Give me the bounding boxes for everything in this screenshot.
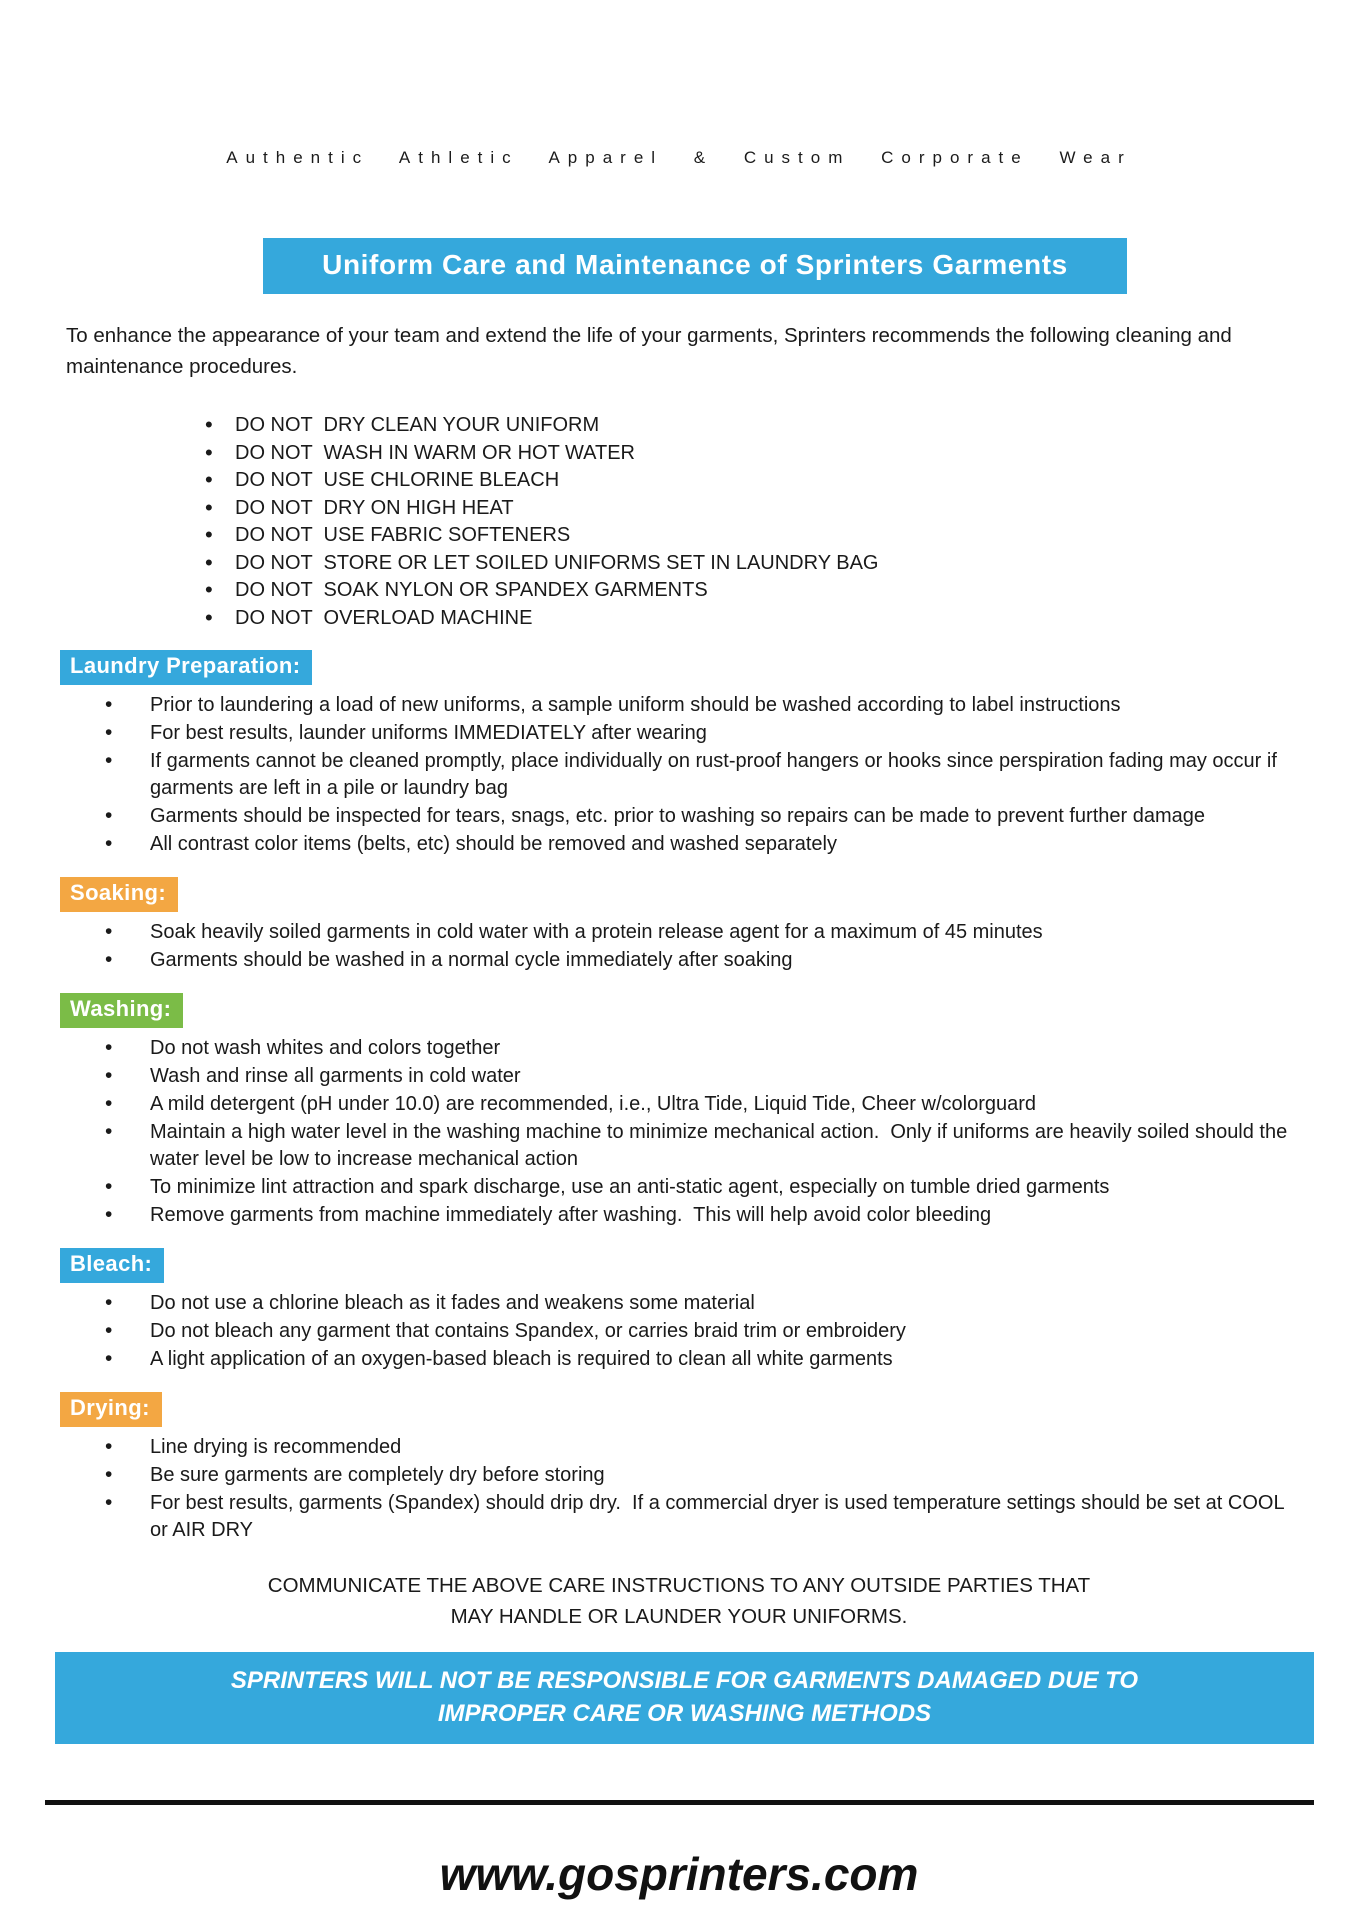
list-item: • DO NOT OVERLOAD MACHINE: [205, 605, 1318, 633]
communicate-line-2: MAY HANDLE OR LAUNDER YOUR UNIFORMS.: [450, 1605, 908, 1628]
list-item: • Line drying is recommended: [100, 1434, 1303, 1461]
laundry-preparation-list: [100, 692, 1303, 858]
section-washing: [0, 975, 1358, 1229]
disclaimer-line-1: SPRINTERS WILL NOT BE RESPONSIBLE FOR GARMENTS DAMAGED DUE TO: [230, 1667, 1139, 1694]
list-item: • Wash and rinse all garments in cold water: [100, 1063, 1303, 1090]
list-item: • All contrast color items (belts, etc) should be removed and washed separately: [100, 831, 1303, 858]
list-item: • For best results, launder uniforms IMMEDIATELY after wearing: [100, 720, 1303, 747]
page-title: Uniform Care and Maintenance of Sprinters Garments: [263, 238, 1127, 294]
website-url: www.gosprinters.com: [439, 1848, 919, 1900]
list-item: • Garments should be washed in a normal cycle immediately after soaking: [100, 947, 1303, 974]
communicate-line-1: COMMUNICATE THE ABOVE CARE INSTRUCTIONS TO ANY OUTSIDE PARTIES THAT: [267, 1574, 1091, 1597]
list-item: • Do not bleach any garment that contains Spandex, or carries braid trim or embroidery: [100, 1318, 1303, 1345]
section-heading-laundry-preparation: Laundry Preparation:: [60, 650, 312, 685]
section-heading-washing: Washing:: [60, 993, 183, 1028]
section-heading-soaking: Soaking:: [60, 877, 178, 912]
list-item: • Soak heavily soiled garments in cold water with a protein release agent for a maximum of 45 minutes: [100, 919, 1303, 946]
list-item: • If garments cannot be cleaned promptly, place individually on rust-proof hangers or hooks since perspiration fading may occur if garments are left in a pile or laundry bag: [100, 748, 1303, 802]
company-tagline: Authentic Athletic Apparel & Custom Corporate Wear: [226, 148, 1132, 167]
section-heading-bleach: Bleach:: [60, 1248, 164, 1283]
disclaimer-line-2: IMPROPER CARE OR WASHING METHODS: [437, 1700, 932, 1727]
list-item: • DO NOT DRY ON HIGH HEAT: [205, 495, 1318, 523]
list-item: • Prior to laundering a load of new uniforms, a sample uniform should be washed according to label instructions: [100, 692, 1303, 719]
washing-list: [100, 1035, 1303, 1229]
list-item: • DO NOT SOAK NYLON OR SPANDEX GARMENTS: [205, 577, 1318, 605]
list-item: • Do not use a chlorine bleach as it fades and weakens some material: [100, 1290, 1303, 1317]
list-item: • Garments should be inspected for tears, snags, etc. prior to washing so repairs can be made to prevent further damage: [100, 803, 1303, 830]
list-item: • A light application of an oxygen-based bleach is required to clean all white garments: [100, 1346, 1303, 1373]
list-item: • DO NOT USE FABRIC SOFTENERS: [205, 522, 1318, 550]
list-item: • DO NOT DRY CLEAN YOUR UNIFORM: [205, 412, 1318, 440]
list-item: • A mild detergent (pH under 10.0) are recommended, i.e., Ultra Tide, Liquid Tide, Cheer w/colorguard: [100, 1091, 1303, 1118]
divider-line: [45, 1800, 1314, 1805]
list-item: • Do not wash whites and colors together: [100, 1035, 1303, 1062]
communicate-notice: [0, 1570, 1358, 1632]
soaking-list: [100, 919, 1303, 974]
list-item: • Maintain a high water level in the washing machine to minimize mechanical action. Only if uniforms are heavily soiled should the water level be low to increase mechanical action: [100, 1119, 1303, 1173]
list-item: • DO NOT WASH IN WARM OR HOT WATER: [205, 440, 1318, 468]
list-item: • Remove garments from machine immediately after washing. This will help avoid color bleeding: [100, 1202, 1303, 1229]
bleach-list: [100, 1290, 1303, 1373]
intro-paragraph: To enhance the appearance of your team and extend the life of your garments, Sprinters recommends the following cleaning and maintenance procedures.: [66, 324, 1232, 378]
section-bleach: [0, 1230, 1358, 1373]
list-item: • To minimize lint attraction and spark discharge, use an anti-static agent, especially on tumble dried garments: [100, 1174, 1303, 1201]
list-item: • Be sure garments are completely dry before storing: [100, 1462, 1303, 1489]
section-soaking: [0, 859, 1358, 974]
section-heading-drying: Drying:: [60, 1392, 162, 1427]
do-not-list: [205, 412, 1318, 632]
list-item: • For best results, garments (Spandex) should drip dry. If a commercial dryer is used temperature settings should be set at COOL or AIR DRY: [100, 1490, 1303, 1544]
list-item: • DO NOT USE CHLORINE BLEACH: [205, 467, 1318, 495]
disclaimer-banner: [55, 1652, 1314, 1744]
list-item: • DO NOT STORE OR LET SOILED UNIFORMS SET IN LAUNDRY BAG: [205, 550, 1318, 578]
section-drying: [0, 1374, 1358, 1544]
drying-list: [100, 1434, 1303, 1544]
section-laundry-preparation: [0, 632, 1358, 858]
